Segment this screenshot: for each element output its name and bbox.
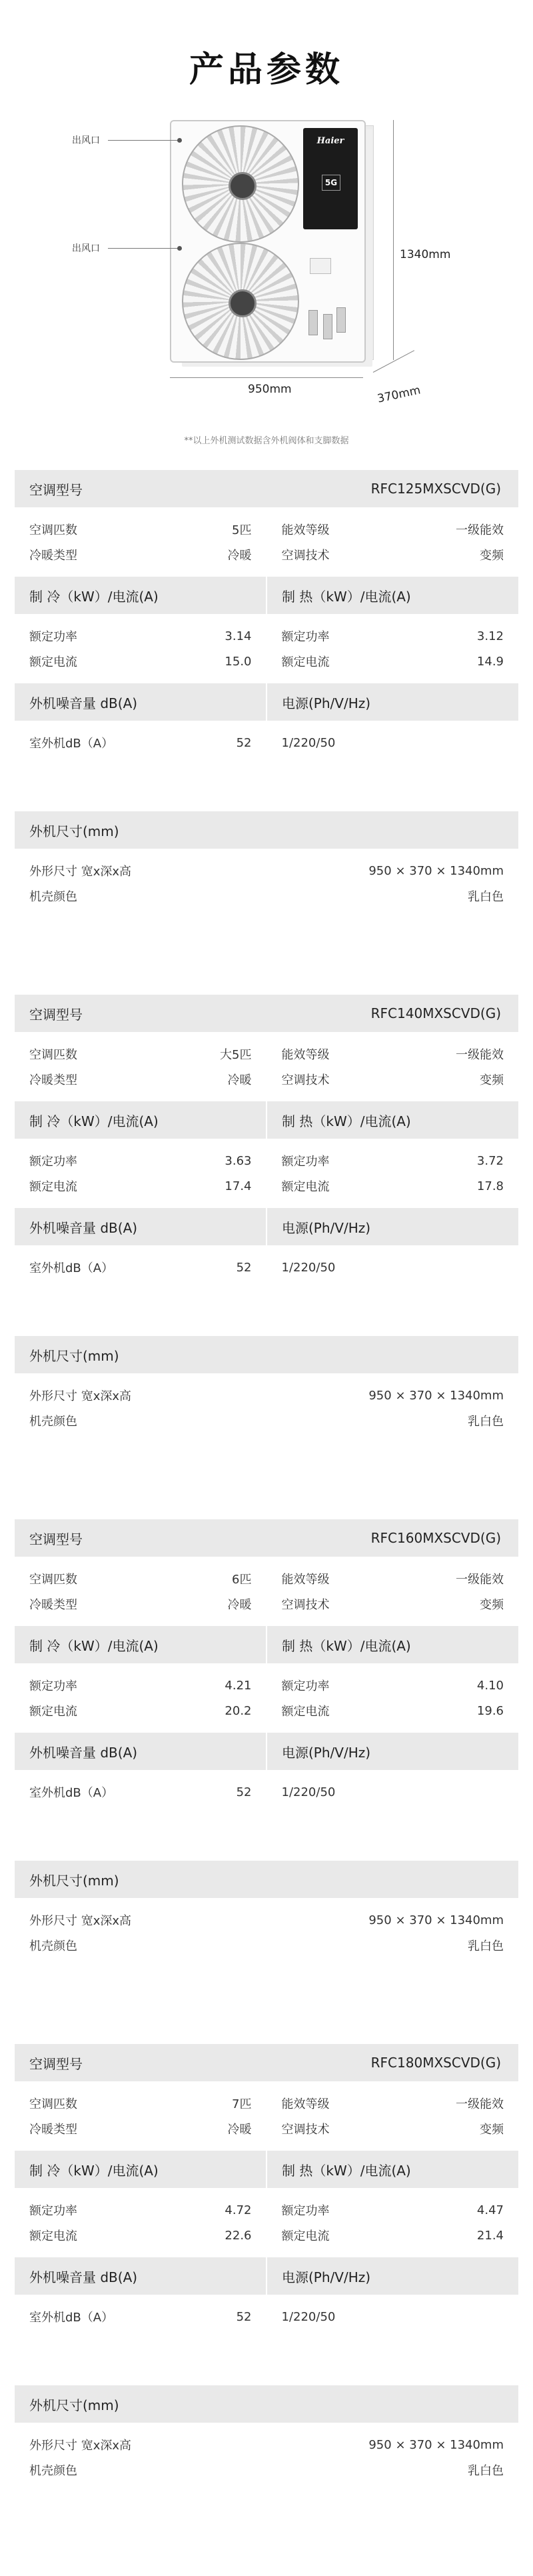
basic-right bbox=[266, 2091, 519, 2141]
basic-left bbox=[15, 517, 266, 567]
hp-value: 7匹 bbox=[232, 2097, 252, 2111]
spec-row bbox=[29, 1255, 252, 1280]
power-source-header: 电源(Ph/V/Hz) bbox=[266, 2257, 518, 2295]
size-specs bbox=[15, 2423, 518, 2492]
heat-power-value: 3.12 bbox=[476, 629, 504, 643]
eff-label: 能效等级 bbox=[281, 1048, 330, 1062]
spec-row bbox=[282, 517, 504, 542]
spec-row bbox=[282, 730, 504, 755]
cool-current-label: 额定电流 bbox=[29, 655, 77, 669]
spec-row bbox=[29, 2304, 252, 2329]
eff-value: 一级能效 bbox=[456, 2097, 504, 2111]
cooling-col bbox=[15, 623, 266, 674]
measurement-note: **以上外机测试数据含外机阀体和支脚数据 bbox=[184, 436, 349, 446]
color-label: 机壳颜色 bbox=[29, 2464, 77, 2478]
size-header bbox=[15, 811, 518, 849]
height-dimension: 1340mm bbox=[400, 248, 451, 261]
cool-power-label: 额定功率 bbox=[29, 630, 77, 644]
size-value: 950 × 370 × 1340mm bbox=[368, 2437, 504, 2452]
power-source-value: 1/220/50 bbox=[281, 735, 336, 750]
spec-row bbox=[29, 542, 252, 567]
cooling-header: 制 冷（kW）/电流(A) bbox=[29, 588, 159, 605]
performance-header bbox=[15, 1626, 518, 1663]
tech-label: 空调技术 bbox=[281, 2123, 330, 2137]
valve-assembly bbox=[304, 305, 351, 345]
noise-col bbox=[15, 1779, 266, 1805]
tech-label: 空调技术 bbox=[281, 1073, 330, 1087]
cool-current-label: 额定电流 bbox=[29, 1180, 77, 1194]
heat-power-value: 4.10 bbox=[476, 1678, 504, 1693]
heat-current-value: 17.8 bbox=[476, 1179, 504, 1193]
heating-col bbox=[266, 2197, 519, 2248]
heat-current-value: 14.9 bbox=[476, 654, 504, 669]
size-label: 外形尺寸 宽x深x高 bbox=[29, 2439, 132, 2453]
spec-row bbox=[282, 1673, 504, 1698]
basic-specs bbox=[15, 1032, 518, 1101]
noise-value: 52 bbox=[236, 1785, 252, 1799]
cooling-header: 制 冷（kW）/电流(A) bbox=[29, 2162, 159, 2179]
size-header-label: 外机尺寸(mm) bbox=[29, 1347, 119, 1364]
color-value: 乳白色 bbox=[468, 1939, 504, 1953]
spec-row bbox=[282, 542, 504, 567]
spec-row bbox=[15, 883, 518, 909]
spec-row bbox=[29, 730, 252, 755]
spec-block bbox=[15, 470, 518, 918]
heat-power-label: 额定功率 bbox=[281, 2204, 330, 2218]
noise-label: 室外机dB（A） bbox=[29, 2311, 114, 2325]
spec-row bbox=[282, 623, 504, 649]
spec-row bbox=[15, 1408, 518, 1433]
performance-specs bbox=[15, 2188, 518, 2257]
leader-line bbox=[108, 140, 180, 141]
noise-label: 室外机dB（A） bbox=[29, 737, 114, 751]
cool-current-value: 22.6 bbox=[225, 2228, 252, 2243]
noise-power-specs bbox=[15, 721, 518, 811]
model-header bbox=[15, 995, 518, 1032]
size-specs bbox=[15, 849, 518, 918]
tech-value: 变频 bbox=[480, 549, 504, 563]
eff-value: 一级能效 bbox=[456, 1573, 504, 1587]
noise-power-specs bbox=[15, 2295, 518, 2385]
spec-row bbox=[29, 623, 252, 649]
hp-value: 5匹 bbox=[232, 523, 252, 537]
size-value: 950 × 370 × 1340mm bbox=[368, 1913, 504, 1927]
noise-power-header bbox=[15, 2257, 518, 2295]
size-value: 950 × 370 × 1340mm bbox=[368, 863, 504, 878]
cooling-col bbox=[15, 1148, 266, 1199]
size-header bbox=[15, 2385, 518, 2423]
type-value: 冷暖 bbox=[227, 1598, 252, 1612]
size-label: 外形尺寸 宽x深x高 bbox=[29, 1389, 132, 1403]
power-col bbox=[266, 2304, 519, 2329]
page-title: 产品参数 bbox=[189, 50, 344, 90]
heating-header: 制 热（kW）/电流(A) bbox=[266, 577, 518, 614]
spec-row bbox=[15, 2432, 518, 2457]
spec-row bbox=[282, 1591, 504, 1617]
noise-power-header bbox=[15, 683, 518, 721]
color-value: 乳白色 bbox=[468, 890, 504, 904]
noise-header: 外机噪音量 dB(A) bbox=[29, 1744, 138, 1761]
type-label: 冷暖类型 bbox=[29, 549, 77, 563]
noise-value: 52 bbox=[236, 1260, 252, 1275]
noise-header: 外机噪音量 dB(A) bbox=[29, 2269, 138, 2285]
model-value: RFC140MXSCVD(G) bbox=[370, 1005, 501, 1021]
eff-value: 一级能效 bbox=[456, 1048, 504, 1062]
power-source-value: 1/220/50 bbox=[281, 2309, 336, 2324]
spec-row bbox=[15, 1383, 518, 1408]
type-value: 冷暖 bbox=[227, 549, 252, 563]
cool-current-label: 额定电流 bbox=[29, 1705, 77, 1719]
spec-row bbox=[282, 1698, 504, 1723]
spec-row bbox=[15, 2457, 518, 2483]
model-label: 空调型号 bbox=[29, 481, 83, 498]
type-value: 冷暖 bbox=[227, 2123, 252, 2137]
leader-dot bbox=[177, 138, 182, 143]
spec-row bbox=[282, 2116, 504, 2141]
fan-top bbox=[182, 125, 299, 243]
hp-label: 空调匹数 bbox=[29, 1573, 77, 1587]
color-label: 机壳颜色 bbox=[29, 1939, 77, 1953]
5g-badge: 5G bbox=[322, 175, 340, 191]
cool-current-label: 额定电流 bbox=[29, 2229, 77, 2243]
spec-row bbox=[29, 1698, 252, 1723]
power-col bbox=[266, 730, 519, 755]
hp-label: 空调匹数 bbox=[29, 2097, 77, 2111]
heat-power-value: 3.72 bbox=[476, 1153, 504, 1168]
spec-row bbox=[29, 1148, 252, 1173]
spec-row bbox=[282, 1173, 504, 1199]
spec-row bbox=[282, 1779, 504, 1805]
performance-specs bbox=[15, 614, 518, 683]
noise-value: 52 bbox=[236, 2309, 252, 2324]
noise-value: 52 bbox=[236, 735, 252, 750]
heating-col bbox=[266, 1148, 519, 1199]
performance-specs bbox=[15, 1663, 518, 1733]
spec-row bbox=[29, 1067, 252, 1092]
tech-label: 空调技术 bbox=[281, 549, 330, 563]
cooling-header: 制 冷（kW）/电流(A) bbox=[29, 1113, 159, 1129]
spec-row bbox=[29, 1779, 252, 1805]
model-header bbox=[15, 1519, 518, 1557]
spec-row bbox=[282, 1255, 504, 1280]
cool-power-value: 4.21 bbox=[225, 1678, 252, 1693]
heat-current-label: 额定电流 bbox=[281, 2229, 330, 2243]
spec-row bbox=[29, 2091, 252, 2116]
type-label: 冷暖类型 bbox=[29, 2123, 77, 2137]
spec-row bbox=[282, 2304, 504, 2329]
spec-row bbox=[29, 517, 252, 542]
spec-block bbox=[15, 1519, 518, 1967]
size-header bbox=[15, 1336, 518, 1373]
color-value: 乳白色 bbox=[468, 2464, 504, 2478]
basic-right bbox=[266, 1566, 519, 1617]
spec-row bbox=[29, 2197, 252, 2223]
cool-current-value: 20.2 bbox=[225, 1703, 252, 1718]
spec-row bbox=[282, 1148, 504, 1173]
model-value: RFC160MXSCVD(G) bbox=[370, 1530, 501, 1546]
spec-block bbox=[15, 995, 518, 1443]
performance-header bbox=[15, 2151, 518, 2188]
heat-power-value: 4.47 bbox=[476, 2203, 504, 2217]
height-dimension-line bbox=[393, 120, 394, 360]
size-header bbox=[15, 1861, 518, 1898]
cool-current-value: 17.4 bbox=[225, 1179, 252, 1193]
width-dimension: 950mm bbox=[248, 383, 292, 396]
color-label: 机壳颜色 bbox=[29, 890, 77, 904]
power-col bbox=[266, 1779, 519, 1805]
power-source-header: 电源(Ph/V/Hz) bbox=[266, 683, 518, 721]
brand-logo: Haier bbox=[316, 136, 344, 146]
spec-block bbox=[15, 2044, 518, 2492]
power-source-value: 1/220/50 bbox=[281, 1260, 336, 1275]
spec-row bbox=[282, 1067, 504, 1092]
spec-row bbox=[282, 2091, 504, 2116]
heat-power-label: 额定功率 bbox=[281, 1679, 330, 1693]
spec-row bbox=[29, 1041, 252, 1067]
outlet-label-mid: 出风口 bbox=[72, 243, 100, 254]
type-label: 冷暖类型 bbox=[29, 1073, 77, 1087]
cooling-header: 制 冷（kW）/电流(A) bbox=[29, 1637, 159, 1654]
tech-value: 变频 bbox=[480, 2123, 504, 2137]
size-label: 外形尺寸 宽x深x高 bbox=[29, 1914, 132, 1928]
basic-specs bbox=[15, 1557, 518, 1626]
basic-left bbox=[15, 1566, 266, 1617]
brand-panel bbox=[303, 128, 358, 229]
spec-row bbox=[29, 1566, 252, 1591]
heat-current-label: 额定电流 bbox=[281, 1705, 330, 1719]
model-label: 空调型号 bbox=[29, 1531, 83, 1547]
noise-col bbox=[15, 730, 266, 755]
model-value: RFC125MXSCVD(G) bbox=[370, 481, 501, 497]
product-illustration bbox=[0, 100, 533, 446]
spec-row bbox=[29, 1591, 252, 1617]
model-value: RFC180MXSCVD(G) bbox=[370, 2055, 501, 2071]
heat-power-label: 额定功率 bbox=[281, 1155, 330, 1169]
spec-row bbox=[282, 2223, 504, 2248]
tech-label: 空调技术 bbox=[281, 1598, 330, 1612]
fan-bottom bbox=[182, 243, 299, 360]
cooling-col bbox=[15, 1673, 266, 1723]
cool-power-label: 额定功率 bbox=[29, 2204, 77, 2218]
depth-dimension: 370mm bbox=[376, 383, 422, 406]
spec-row bbox=[282, 1566, 504, 1591]
unit-handle bbox=[310, 258, 331, 274]
cool-current-value: 15.0 bbox=[225, 654, 252, 669]
basic-left bbox=[15, 1041, 266, 1092]
fan-hub bbox=[229, 289, 257, 317]
cool-power-value: 4.72 bbox=[225, 2203, 252, 2217]
spec-row bbox=[282, 649, 504, 674]
basic-right bbox=[266, 1041, 519, 1092]
heat-power-label: 额定功率 bbox=[281, 630, 330, 644]
fan-hub bbox=[229, 172, 257, 200]
cool-power-value: 3.14 bbox=[225, 629, 252, 643]
power-col bbox=[266, 1255, 519, 1280]
color-value: 乳白色 bbox=[468, 1415, 504, 1429]
noise-col bbox=[15, 2304, 266, 2329]
cool-power-value: 3.63 bbox=[225, 1153, 252, 1168]
model-header bbox=[15, 470, 518, 507]
noise-power-header bbox=[15, 1733, 518, 1770]
type-label: 冷暖类型 bbox=[29, 1598, 77, 1612]
color-label: 机壳颜色 bbox=[29, 1415, 77, 1429]
cooling-col bbox=[15, 2197, 266, 2248]
noise-label: 室外机dB（A） bbox=[29, 1786, 114, 1800]
basic-specs bbox=[15, 2081, 518, 2151]
power-source-header: 电源(Ph/V/Hz) bbox=[266, 1208, 518, 1245]
spec-row bbox=[29, 1173, 252, 1199]
cool-power-label: 额定功率 bbox=[29, 1155, 77, 1169]
noise-col bbox=[15, 1255, 266, 1280]
width-dimension-line bbox=[170, 377, 363, 378]
noise-power-specs bbox=[15, 1245, 518, 1336]
heating-header: 制 热（kW）/电流(A) bbox=[266, 1101, 518, 1139]
hp-value: 6匹 bbox=[232, 1573, 252, 1587]
heat-current-value: 19.6 bbox=[476, 1703, 504, 1718]
leader-dot bbox=[177, 246, 182, 251]
spec-row bbox=[29, 2116, 252, 2141]
hp-label: 空调匹数 bbox=[29, 523, 77, 537]
noise-power-header bbox=[15, 1208, 518, 1245]
hp-value: 大5匹 bbox=[220, 1048, 252, 1062]
basic-specs bbox=[15, 507, 518, 577]
spec-row bbox=[29, 649, 252, 674]
performance-specs bbox=[15, 1139, 518, 1208]
leader-line bbox=[108, 248, 180, 249]
tech-value: 变频 bbox=[480, 1073, 504, 1087]
noise-header: 外机噪音量 dB(A) bbox=[29, 1219, 138, 1236]
heating-header: 制 热（kW）/电流(A) bbox=[266, 2151, 518, 2188]
model-label: 空调型号 bbox=[29, 2055, 83, 2072]
spec-row bbox=[282, 2197, 504, 2223]
heat-current-label: 额定电流 bbox=[281, 1180, 330, 1194]
noise-label: 室外机dB（A） bbox=[29, 1261, 114, 1275]
size-specs bbox=[15, 1373, 518, 1443]
power-source-header: 电源(Ph/V/Hz) bbox=[266, 1733, 518, 1770]
eff-label: 能效等级 bbox=[281, 1573, 330, 1587]
eff-label: 能效等级 bbox=[281, 523, 330, 537]
size-header-label: 外机尺寸(mm) bbox=[29, 1872, 119, 1889]
spec-row bbox=[15, 1933, 518, 1958]
spec-row bbox=[15, 858, 518, 883]
performance-header bbox=[15, 577, 518, 614]
spec-row bbox=[29, 2223, 252, 2248]
spec-row bbox=[29, 1673, 252, 1698]
outlet-label-top: 出风口 bbox=[72, 135, 100, 146]
heat-current-label: 额定电流 bbox=[281, 655, 330, 669]
performance-header bbox=[15, 1101, 518, 1139]
size-specs bbox=[15, 1898, 518, 1967]
model-header bbox=[15, 2044, 518, 2081]
basic-right bbox=[266, 517, 519, 567]
type-value: 冷暖 bbox=[227, 1073, 252, 1087]
spec-row bbox=[282, 1041, 504, 1067]
size-header-label: 外机尺寸(mm) bbox=[29, 2397, 119, 2413]
model-label: 空调型号 bbox=[29, 1006, 83, 1023]
size-value: 950 × 370 × 1340mm bbox=[368, 1388, 504, 1403]
size-label: 外形尺寸 宽x深x高 bbox=[29, 865, 132, 879]
heating-col bbox=[266, 1673, 519, 1723]
heating-col bbox=[266, 623, 519, 674]
noise-header: 外机噪音量 dB(A) bbox=[29, 695, 138, 711]
heat-current-value: 21.4 bbox=[476, 2228, 504, 2243]
spec-row bbox=[15, 1907, 518, 1933]
noise-power-specs bbox=[15, 1770, 518, 1861]
eff-value: 一级能效 bbox=[456, 523, 504, 537]
basic-left bbox=[15, 2091, 266, 2141]
size-header-label: 外机尺寸(mm) bbox=[29, 823, 119, 839]
tech-value: 变频 bbox=[480, 1598, 504, 1612]
heating-header: 制 热（kW）/电流(A) bbox=[266, 1626, 518, 1663]
cool-power-label: 额定功率 bbox=[29, 1679, 77, 1693]
power-source-value: 1/220/50 bbox=[281, 1785, 336, 1799]
eff-label: 能效等级 bbox=[281, 2097, 330, 2111]
hp-label: 空调匹数 bbox=[29, 1048, 77, 1062]
outdoor-unit bbox=[170, 120, 366, 363]
